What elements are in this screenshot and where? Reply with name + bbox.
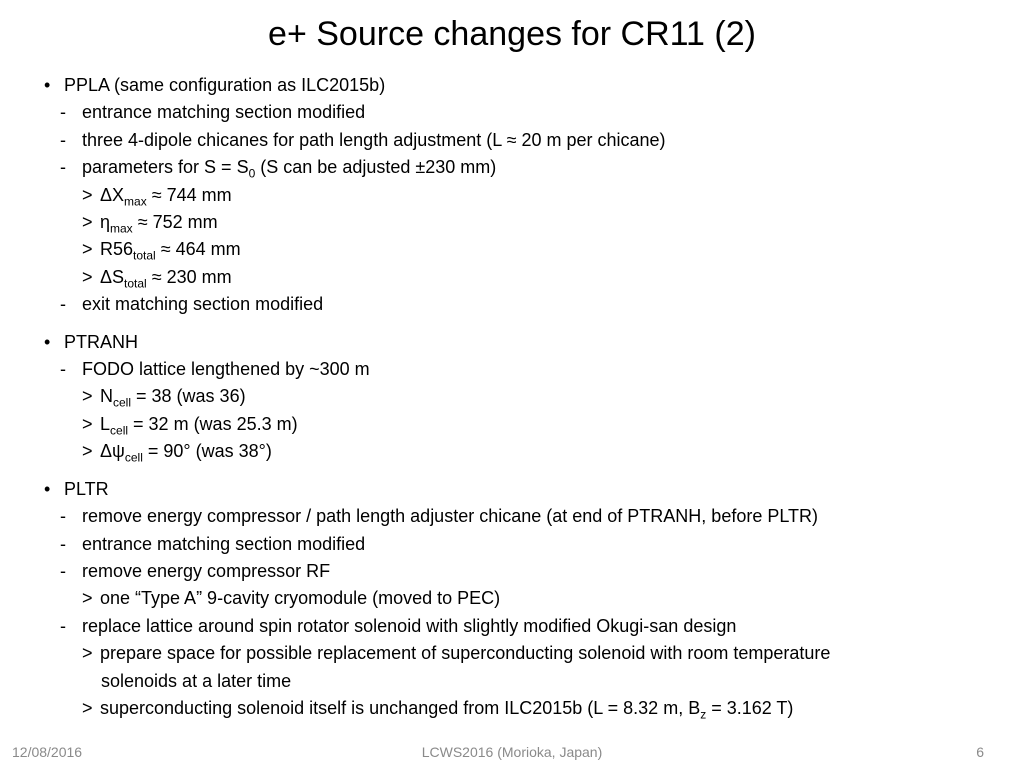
detail-item bbox=[44, 695, 1004, 722]
gt-glyph: > bbox=[82, 441, 93, 462]
sub-item-text: exit matching section modified bbox=[82, 294, 324, 315]
sub-item bbox=[44, 291, 1004, 318]
detail-text: superconducting solenoid itself is unchanged from ILC2015b (L = 8.32 m, $B_z = 3.162$ T) bbox=[100, 697, 794, 722]
sub-item bbox=[44, 154, 1004, 181]
section-ptranh bbox=[44, 329, 1004, 466]
detail-item bbox=[44, 264, 1004, 291]
bullet-glyph: • bbox=[44, 478, 51, 499]
sub-item-text: remove energy compressor / path length adjuster chicane (at end of PTRANH, before PLTR) bbox=[82, 506, 819, 527]
detail-text: $\Delta S_{total} \approx 230$ mm bbox=[100, 266, 232, 291]
dash-glyph: - bbox=[60, 615, 66, 636]
sub-item bbox=[44, 558, 1004, 585]
slide-content bbox=[44, 72, 1004, 732]
gt-glyph: > bbox=[82, 588, 93, 609]
detail-item bbox=[44, 383, 1004, 410]
gt-glyph: > bbox=[82, 239, 93, 260]
detail-text: $R56_{total} \approx 464$ mm bbox=[100, 239, 241, 264]
footer-date: 12/08/2016 bbox=[12, 744, 83, 760]
detail-text: $\eta_{max} \approx 752$ mm bbox=[100, 212, 218, 236]
bullet-ppla bbox=[44, 72, 1004, 99]
detail-text: $L_{cell} = 32$ m (was 25.3 m) bbox=[100, 413, 298, 438]
dash-glyph: - bbox=[60, 359, 66, 380]
sub-item bbox=[44, 531, 1004, 558]
detail-item bbox=[44, 585, 1004, 612]
gt-glyph: > bbox=[82, 266, 93, 287]
sub-item bbox=[44, 613, 1004, 640]
sub-item-text: three 4-dipole chicanes for path length adjustment (L ≈ 20 m per chicane) bbox=[82, 129, 666, 150]
slide-title: e+ Source changes for CR11 (2) bbox=[268, 15, 756, 53]
detail-text: prepare space for possible replacement of superconducting solenoid with room temperature bbox=[100, 643, 831, 664]
bullet-text: PPLA (same configuration as ILC2015b) bbox=[64, 75, 386, 95]
sub-item bbox=[44, 99, 1004, 126]
detail-item bbox=[44, 411, 1004, 438]
detail-text: $\Delta X_{max} \approx 744$ mm bbox=[100, 184, 232, 209]
dash-glyph: - bbox=[60, 157, 66, 178]
gt-glyph: > bbox=[82, 697, 93, 718]
sub-item-text: remove energy compressor RF bbox=[82, 560, 331, 581]
sub-item bbox=[44, 356, 1004, 383]
detail-text: $N_{cell} = 38$ (was 36) bbox=[100, 386, 246, 411]
detail-text: solenoids at a later time bbox=[101, 670, 292, 691]
sub-item bbox=[44, 503, 1004, 530]
detail-item bbox=[44, 182, 1004, 209]
bullet-glyph: • bbox=[44, 331, 51, 352]
detail-text: one “Type A” 9-cavity cryomodule (moved to PEC) bbox=[100, 588, 501, 609]
footer-page-number: 6 bbox=[976, 744, 984, 760]
sub-item-text: entrance matching section modified bbox=[82, 533, 366, 554]
bullet-text: PTRANH bbox=[64, 331, 139, 352]
gt-glyph: > bbox=[82, 413, 93, 434]
detail-item bbox=[44, 438, 1004, 465]
section-pltr bbox=[44, 476, 1004, 723]
sub-item-text: entrance matching section modified bbox=[82, 102, 366, 123]
bullet-glyph: • bbox=[44, 75, 51, 95]
footer-event: LCWS2016 (Morioka, Japan) bbox=[421, 744, 603, 760]
detail-text: $\Delta\psi_{cell} = 90^\circ$ (was 38°) bbox=[100, 441, 272, 465]
dash-glyph: - bbox=[60, 533, 66, 554]
detail-item bbox=[44, 236, 1004, 263]
dash-glyph: - bbox=[60, 102, 66, 123]
dash-glyph: - bbox=[60, 506, 66, 527]
sub-item-text: FODO lattice lengthened by ~300 m bbox=[82, 359, 370, 380]
detail-item bbox=[44, 209, 1004, 236]
dash-glyph: - bbox=[60, 294, 66, 315]
dash-glyph: - bbox=[60, 560, 66, 581]
sub-item bbox=[44, 127, 1004, 154]
bullet-text: PLTR bbox=[64, 478, 109, 499]
detail-item bbox=[44, 640, 1004, 667]
bullet-ptranh bbox=[44, 329, 1004, 356]
bullet-pltr bbox=[44, 476, 1004, 503]
gt-glyph: > bbox=[82, 643, 93, 664]
section-ppla bbox=[44, 72, 1004, 319]
gt-glyph: > bbox=[82, 184, 93, 205]
gt-glyph: > bbox=[82, 212, 93, 233]
detail-continuation bbox=[44, 668, 1004, 695]
sub-item-text: replace lattice around spin rotator solenoid with slightly modified Okugi-san design bbox=[82, 615, 737, 636]
gt-glyph: > bbox=[82, 386, 93, 407]
dash-glyph: - bbox=[60, 129, 66, 150]
sub-item-text: parameters for $S = S_0$ (S can be adjusted ±230 mm) bbox=[82, 157, 497, 181]
